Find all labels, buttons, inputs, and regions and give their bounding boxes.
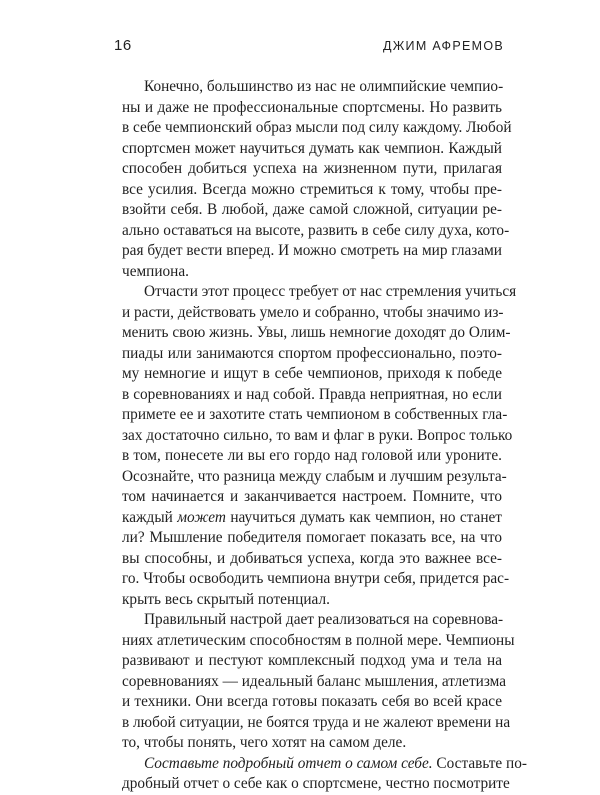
line-text: ально оставаться на высоте, развить в себе силу духа, кото- bbox=[122, 221, 510, 239]
running-head-author: ДЖИМ АФРЕМОВ bbox=[382, 39, 504, 53]
text-line bbox=[122, 528, 502, 549]
text-line bbox=[122, 303, 502, 324]
line-text: Осознайте, что разница между слабым и лучшим результа- bbox=[122, 467, 507, 485]
text-line bbox=[122, 118, 512, 139]
line-text: научиться думать как чемпион, но станет bbox=[225, 508, 502, 526]
text-line bbox=[122, 77, 502, 98]
text-line bbox=[122, 569, 510, 590]
text-line bbox=[122, 549, 502, 570]
text-line bbox=[122, 385, 502, 406]
text-line bbox=[122, 405, 508, 426]
paragraph bbox=[122, 77, 512, 282]
line-text: то, чтобы понять, чего хотят на самом деле. bbox=[122, 734, 407, 751]
line-text: и техники. Они всегда готовы показать себя во всей красе bbox=[122, 693, 502, 710]
text-line bbox=[122, 733, 502, 754]
line-text: чемпиона. bbox=[122, 262, 189, 280]
line-text: дробный отчет о себе как о спортсмене, честно посмотрите bbox=[122, 775, 510, 792]
text-line bbox=[122, 610, 502, 631]
text-line bbox=[122, 282, 517, 303]
line-text: го. Чтобы освободить чемпиона внутри себя, придется рас- bbox=[122, 570, 510, 587]
text-line bbox=[122, 426, 513, 447]
line-text: спортсмен может научиться думать как чемпион. Каждый bbox=[122, 139, 502, 157]
line-text: том начинается и заканчивается настроем. Помните, что bbox=[122, 488, 502, 505]
line-text: в себе чемпионский образ мысли под силу каждому. Любой bbox=[122, 119, 512, 136]
body-text bbox=[122, 77, 527, 795]
text-line bbox=[122, 323, 511, 344]
italic-text: Составьте подробный отчет о самом себе. bbox=[144, 754, 433, 772]
line-text: все усилия. Всегда можно стремиться к тому, чтобы пре- bbox=[122, 180, 502, 198]
text-line bbox=[122, 364, 502, 385]
line-text: и расти, действовать умело и собранно, чтобы значимо из- bbox=[122, 303, 504, 321]
paragraph bbox=[122, 610, 515, 754]
text-line bbox=[122, 672, 507, 693]
text-line bbox=[122, 590, 502, 611]
text-line bbox=[122, 159, 502, 180]
line-text: вы способны, и добиваться успеха, когда это важнее все- bbox=[122, 549, 502, 567]
page-header bbox=[0, 37, 600, 57]
text-line bbox=[122, 262, 502, 283]
paragraph bbox=[122, 282, 517, 610]
text-line bbox=[122, 631, 515, 652]
text-line bbox=[122, 200, 502, 221]
line-text: соревнованиях — идеальный баланс мышления, атлетизма bbox=[122, 672, 507, 690]
line-text: Правильный настрой дает реализоваться на соревнова- bbox=[144, 611, 504, 628]
line-text: му немногие и ищут в себе чемпионов, приходя к победе bbox=[122, 365, 502, 382]
line-text: в соревнованиях и над собой. Правда неприятная, но если bbox=[122, 385, 502, 403]
line-text: в том, понесете ли вы его гордо над головой или уроните. bbox=[122, 447, 502, 464]
text-line bbox=[122, 487, 502, 508]
line-text: ны и даже не профессиональные спортсмены. Но развить bbox=[122, 98, 502, 116]
text-line bbox=[122, 713, 511, 734]
line-text: ниях атлетическим способностям в полной мере. Чемпионы bbox=[122, 631, 515, 649]
text-line bbox=[122, 221, 510, 242]
text-line bbox=[122, 467, 507, 488]
page-number: 16 bbox=[114, 37, 132, 54]
line-text: взойти себя. В любой, даже самой сложной, ситуации ре- bbox=[122, 201, 502, 218]
line-text: способен добиться успеха на жизненном пути, прилагая bbox=[122, 160, 502, 177]
line-text: Составьте по- bbox=[432, 754, 527, 772]
line-text: Конечно, большинство из нас не олимпийские чемпио- bbox=[144, 78, 504, 95]
text-line bbox=[122, 754, 527, 775]
line-text: Отчасти этот процесс требует от нас стремления учиться bbox=[144, 283, 517, 300]
line-text: развивают и пестуют комплексный подход ума и тела на bbox=[122, 652, 502, 669]
text-line bbox=[122, 692, 502, 713]
text-line bbox=[122, 98, 502, 119]
line-text: рая будет вести вперед. И можно смотреть на мир глазами bbox=[122, 242, 502, 259]
text-line bbox=[122, 344, 502, 365]
text-line bbox=[122, 241, 502, 262]
line-text: каждый bbox=[122, 508, 178, 526]
line-text: ли? Мышление победителя помогает показать все, на что bbox=[122, 529, 502, 546]
text-line bbox=[122, 180, 502, 201]
text-line bbox=[122, 651, 502, 672]
italic-text: может bbox=[177, 508, 226, 526]
text-line bbox=[122, 139, 502, 160]
line-text: в любой ситуации, не боятся труда и не жалеют времени на bbox=[122, 713, 511, 731]
line-text: менить свою жизнь. Увы, лишь немногие доходят до Олим- bbox=[122, 324, 511, 341]
paragraph bbox=[122, 754, 527, 795]
line-text: зах достаточно сильно, то вам и флаг в руки. Вопрос только bbox=[122, 426, 513, 444]
line-text: примете ее и захотите стать чемпионом в собственных гла- bbox=[122, 406, 508, 423]
text-line bbox=[122, 446, 502, 467]
text-line bbox=[122, 508, 502, 529]
line-text: пиады или занимаются спортом профессионально, поэто- bbox=[122, 344, 502, 362]
text-line bbox=[122, 774, 510, 795]
line-text: крыть весь скрытый потенциал. bbox=[122, 590, 330, 608]
